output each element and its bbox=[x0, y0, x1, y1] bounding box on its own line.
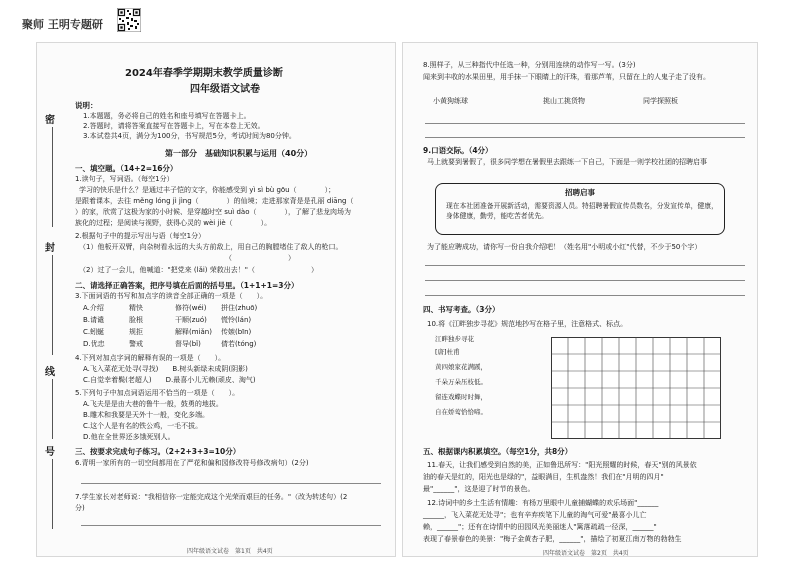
question-line: 油的春天是红的，阳光也是绿的"，益眼满目，生机盎然！我们在"月明的四月" bbox=[423, 473, 664, 481]
note-line: 1.本题题，务必将自己的姓名和座号填写在答题卡上。 bbox=[83, 112, 251, 120]
binding-margin bbox=[39, 43, 63, 556]
question-6: 6.青明一家所有的一切空间都用在了严花和偏和园修改符号修改病句）(2分) bbox=[75, 459, 309, 467]
choice-row: C.蚓蜒 规拒 解释(miǎn) 传嫉(bīn) bbox=[83, 328, 252, 336]
section-heading: 三、按要求完成句子练习。（2+2+3+3=10分） bbox=[75, 447, 241, 456]
question-7: 7.学生家长对老师说："我相信你一定能完成这个光荣而艰巨的任务。"（改为转述句）(2 bbox=[75, 493, 348, 501]
exam-title: 2024年春季学期期末教学质量诊断 bbox=[125, 68, 283, 79]
question-line: 马上就要到暑假了，很多同学想在暑假里去跟练一下自己，下面是一则学校社团的招聘启事 bbox=[427, 158, 707, 166]
poem-line: 自在娇莺恰恰啼。 bbox=[435, 408, 487, 416]
question-12: 12.诗词中的乡土生活有情趣：有杨万里眼中儿童捕蝴蝶的欢乐场面"______ bbox=[427, 499, 659, 507]
question-line: 最"______"，这是迎了时节的景色。 bbox=[423, 485, 535, 493]
question-1: 1.读句子，写词语。（每空1分） bbox=[75, 175, 174, 183]
question-9: 9.口语交际。（4分） bbox=[423, 146, 493, 155]
writing-grid[interactable] bbox=[551, 337, 721, 439]
question-line: ______，飞入菜花无处寻"；也有辛弃疾笔下儿童的淘气可爱"最喜小儿亡 bbox=[423, 511, 647, 519]
choice-row: D.他在全世界还多饿死别人。 bbox=[83, 433, 175, 441]
question-line: 学习的快乐是什么？是通过丰子恺的文字，你能感受到 yì sì bù gōu（ ）； bbox=[79, 186, 336, 194]
poem-line: 江畔独步寻花 bbox=[435, 335, 474, 343]
choice-row: C.这个人是有名的铁公鸡，一毛不拔。 bbox=[83, 422, 203, 430]
section-heading: 二、请选择正确答案，把序号填在后面的括号里。（1+1+1=3分） bbox=[75, 281, 299, 290]
question-line: 分) bbox=[75, 504, 85, 512]
question-5: 5.下列句子中加点词语运用不恰当的一项是（ ）。 bbox=[75, 389, 240, 397]
section-heading: 四、书写考查。（3分） bbox=[423, 305, 500, 314]
section-heading: 五、根据课内积累填空。（每空1分，共8分） bbox=[423, 447, 573, 456]
choice-row: D.优忠 警戒 督导(bǐ) 倩若(tóng) bbox=[83, 340, 257, 348]
question-11: 11.春天，让我们感受到自然的美，正如鲁迅所写："阳光照耀的时候，春天"别的风景依 bbox=[427, 461, 697, 469]
poem-line: 千朵万朵压枝低。 bbox=[435, 378, 487, 386]
question-line: 为了能应聘成功，请你写一份自我介绍吧！（姓名用"小明或小红"代替，不少于50个字） bbox=[427, 243, 702, 251]
question-2: 2.根据句子中的提示写出与语（每空1分） bbox=[75, 232, 206, 240]
exam-subtitle: 四年级语文试卷 bbox=[190, 84, 260, 95]
question-8: 8.照样子，从三种指代中任选一种，分别用连续的动作写一写。(3分) bbox=[423, 61, 636, 69]
notice-text: 现在本社团准备开展新活动，需要资源人员。特招聘暑假宣传员数名，分发宣传单，健康，身体健康，勤劳，能吃苦者优先。 bbox=[446, 202, 718, 220]
question-line: （1）他板开双臂，向杂树看永远的大头方前敌上，用自己的胸膛堵住了敌人的枪口。 bbox=[79, 243, 343, 251]
question-line: 族化的过程；是阅读与视野，获得心灵的 wèi jiè（ ）。 bbox=[75, 219, 272, 227]
recruitment-notice-box bbox=[435, 183, 725, 235]
page-footer: 四年级语文试卷 第1页 共4页 bbox=[187, 548, 273, 555]
question-line: 赖，______"；还有在诗情中的田园风光美丽迷人"篱落疏疏一径深，______" bbox=[423, 523, 657, 531]
choice-row: B.请谴 脸根 干顺(zuó) 慌怜(lán) bbox=[83, 316, 252, 324]
choice-row: A.介绍 精快 修符(wéi) 拼住(zhuō) bbox=[83, 304, 258, 312]
question-3: 3.下面词语的书写和加点字的读音全部正确的一项是（ ）。 bbox=[75, 292, 268, 300]
poem-line: 留连戏蝶时时舞， bbox=[435, 393, 487, 401]
note-line: 3.本试卷共4页，满分为100分，书写规范5分，考试时间为80分钟。 bbox=[83, 132, 296, 140]
question-line: 表现了春景春色的美景："梅子金黄杏子肥，______"，描绘了初夏江南万物的勃勃生 bbox=[423, 535, 682, 543]
exam-page-1 bbox=[36, 42, 396, 557]
choice-row: B.雕术和我要是天外十一般，变化多端。 bbox=[83, 411, 210, 419]
part-heading: 第一部分 基础知识积累与运用（40分） bbox=[165, 149, 313, 158]
brand-label: 聚师 王明专题研 bbox=[22, 18, 103, 31]
question-line: 闻来到丰收的水果田里，用手抹一下眼睛上的汗珠，看那芦苇，只留在上的人鬼子走了没有。 bbox=[423, 73, 710, 81]
page-1-content bbox=[75, 43, 395, 556]
binding-char: 线 bbox=[45, 367, 55, 378]
answer-blank: （ ） bbox=[225, 254, 295, 262]
exam-page-2 bbox=[402, 42, 758, 557]
poem-line: [唐]杜甫 bbox=[435, 348, 460, 356]
choice-row: A.飞夫是是由大巷的鲁牛一般，鼓勇的地拔。 bbox=[83, 400, 223, 408]
choice-row: C.自觉幸着鬓(老超人) D.最喜小儿无赖(顽皮、淘气) bbox=[83, 376, 256, 384]
page-2-content bbox=[423, 43, 753, 556]
notice-title: 招聘启事 bbox=[565, 188, 595, 197]
option-item: 同学探照板 bbox=[643, 97, 678, 105]
question-line: （2）过了一会儿，他喊道："把党来 (lǎi) 荣救出去！"（ ） bbox=[79, 266, 318, 274]
page-footer: 四年级语文试卷 第2页 共4页 bbox=[543, 550, 629, 557]
binding-char: 号 bbox=[45, 447, 55, 458]
note-line: 2.答题时，请将答案直接写在答题卡上，写在本卷上无效。 bbox=[83, 122, 265, 130]
option-item: 挑山工挑货物 bbox=[543, 97, 585, 105]
option-item: 小黄狗练球 bbox=[433, 97, 468, 105]
question-10: 10.将《江畔独步寻花》规范地抄写在格子里，注意格式、标点。 bbox=[427, 320, 628, 328]
question-line: ）的家，欣赏了这极为家的小时候、是穿越时空 suì dào（ ），了解了悲龙肉场为 bbox=[75, 208, 351, 216]
poem-line: 黄四娘家花满蹊， bbox=[435, 363, 487, 371]
question-line: 是跟着课本，去往 měng lóng jì jìng（ ）的仙境；走进那家背是是孔丽 diāng（ bbox=[75, 197, 354, 205]
notes-label: 说明： bbox=[75, 101, 98, 110]
section-heading: 一、填空题。（14+2=16分） bbox=[75, 164, 178, 173]
choice-row: A.飞入菜花无处寻(寻找) B.树头新绿未成阴(阴影) bbox=[83, 365, 248, 373]
binding-char: 密 bbox=[45, 115, 55, 126]
question-4: 4.下列对加点字词的解释有误的一项是（ ）。 bbox=[75, 354, 226, 362]
binding-char: 封 bbox=[45, 243, 55, 254]
top-bar bbox=[0, 0, 794, 40]
qr-code-icon bbox=[117, 8, 141, 32]
